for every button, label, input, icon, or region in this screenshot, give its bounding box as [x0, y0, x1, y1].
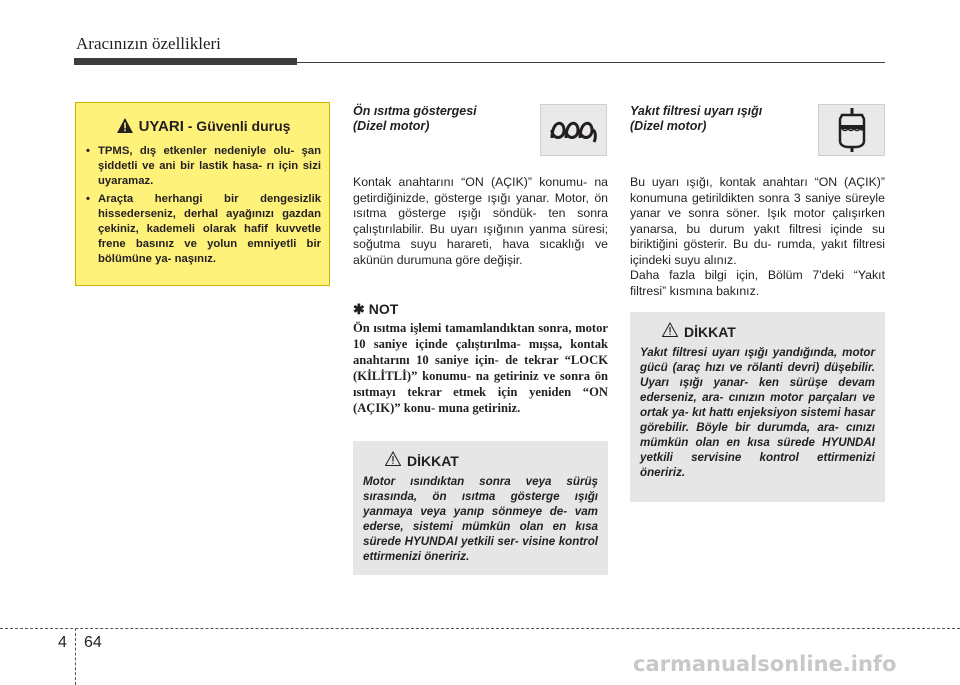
page-title: Aracınızın özellikleri	[76, 34, 221, 53]
list-item: • TPMS, dış etkenler nedeniyle olu- şan şiddetli ve ani bir lastik hasa- rı için sizi uyaramaz.	[86, 145, 321, 187]
header-rule-thin	[297, 62, 885, 63]
caution-body: Motor ısındıktan sonra veya sürüş sırasında, ön ısıtma gösterge ışığı yanmaya veya yanıp sönmeye de- vam ederse, sistemi mümkün olan en kısa sürede HYUNDAI yetkili ser- visine kontrol ettirmenizi öneririz.	[363, 475, 598, 563]
warning-box	[75, 102, 330, 286]
watermark: carmanualsonline.info	[633, 652, 897, 676]
caution-title: DİKKAT	[385, 451, 598, 470]
warning-title	[86, 117, 321, 138]
warning-sublabel: - Güvenli duruş	[183, 118, 291, 134]
caution-box-fuel-filter	[630, 312, 885, 502]
footer-rule	[0, 628, 960, 629]
warning-triangle-icon	[662, 322, 678, 341]
note-title: ✱ NOT	[353, 301, 399, 317]
caution-body: Yakıt filtresi uyarı ışığı yandığında, motor gücü (araç hızı ve rölanti devri) düşebilir. Uyarı ışığı yanar- ken sürüşe devam ederseniz, ara- cınızın motor parçaları ve ortak ya- kıt hattı enjeksiyon sistemi hasar görebilir. Böyle bir durumda, ara- cınızı mümkün olan en kısa sürede HYUNDAI yetkili servisine kontrol ettirmenizi öneririz.	[640, 346, 875, 479]
caution-title: DİKKAT	[662, 322, 875, 341]
preheat-title: Ön ısıtma göstergesi (Dizel motor)	[353, 104, 477, 133]
fuel-filter-body: Bu uyarı ışığı, kontak anahtarı “ON (AÇIK)” konumuna getirildikten sonra 3 saniye süreyle yanar ve sonra söner. Işık motor çalışırken yanarsa, bu durum yakıt filtresi içinde su biriktiğini gösterir. Bu du- rumda, yakıt filtresi içindeki suyu alınız.	[630, 175, 885, 267]
footer-rule-vertical	[75, 628, 76, 685]
fuel-filter-title: Yakıt filtresi uyarı ışığı (Dizel motor)	[630, 104, 763, 133]
caution-box-preheat	[353, 441, 608, 575]
warning-triangle-icon	[117, 118, 133, 138]
header-rule-thick	[74, 58, 297, 65]
preheat-body: Kontak anahtarını “ON (AÇIK)” konumu- na getirdiğinizde, gösterge ışığı yanar. Motor, ön ısıtma gösterge ışığı söndük- ten sonra çalıştırılabilir. Bu uyarı ışığının yanma süresi; soğutma suyu harareti, hava sıcaklığı ve akünün durumuna göre değişir.	[353, 175, 608, 267]
page-number: 64	[84, 634, 102, 651]
star-icon: ✱	[353, 301, 365, 317]
warning-triangle-icon	[385, 451, 401, 470]
fuel-filter-warning-icon	[818, 104, 885, 156]
list-item: • Araçta herhangi bir dengesizlik hissederseniz, derhal ayağınızı gazdan çekiniz, kademeli olarak hafif kuvvetle frene basınız ve yolun emniyetli bir bölümüne ya- naşınız.	[86, 193, 321, 265]
warning-label: UYARI	[138, 118, 184, 135]
chapter-number: 4	[58, 634, 67, 651]
warning-list	[86, 144, 321, 267]
note-body: Ön ısıtma işlemi tamamlandıktan sonra, motor 10 saniye içinde çalıştırılma- mışsa, kontak anahtarını 10 saniye için- de tekrar “LOCK (KİLİTLİ)” konumu- na getiriniz ve sonra ön ısıtmayı tekrar etmek için yeniden “ON (AÇIK)” konu- muna getiriniz.	[353, 321, 608, 415]
glow-plug-indicator-icon	[540, 104, 607, 156]
fuel-filter-reference: Daha fazla bilgi için, Bölüm 7'deki “Yakıt filtresi” kısmına bakınız.	[630, 268, 885, 298]
